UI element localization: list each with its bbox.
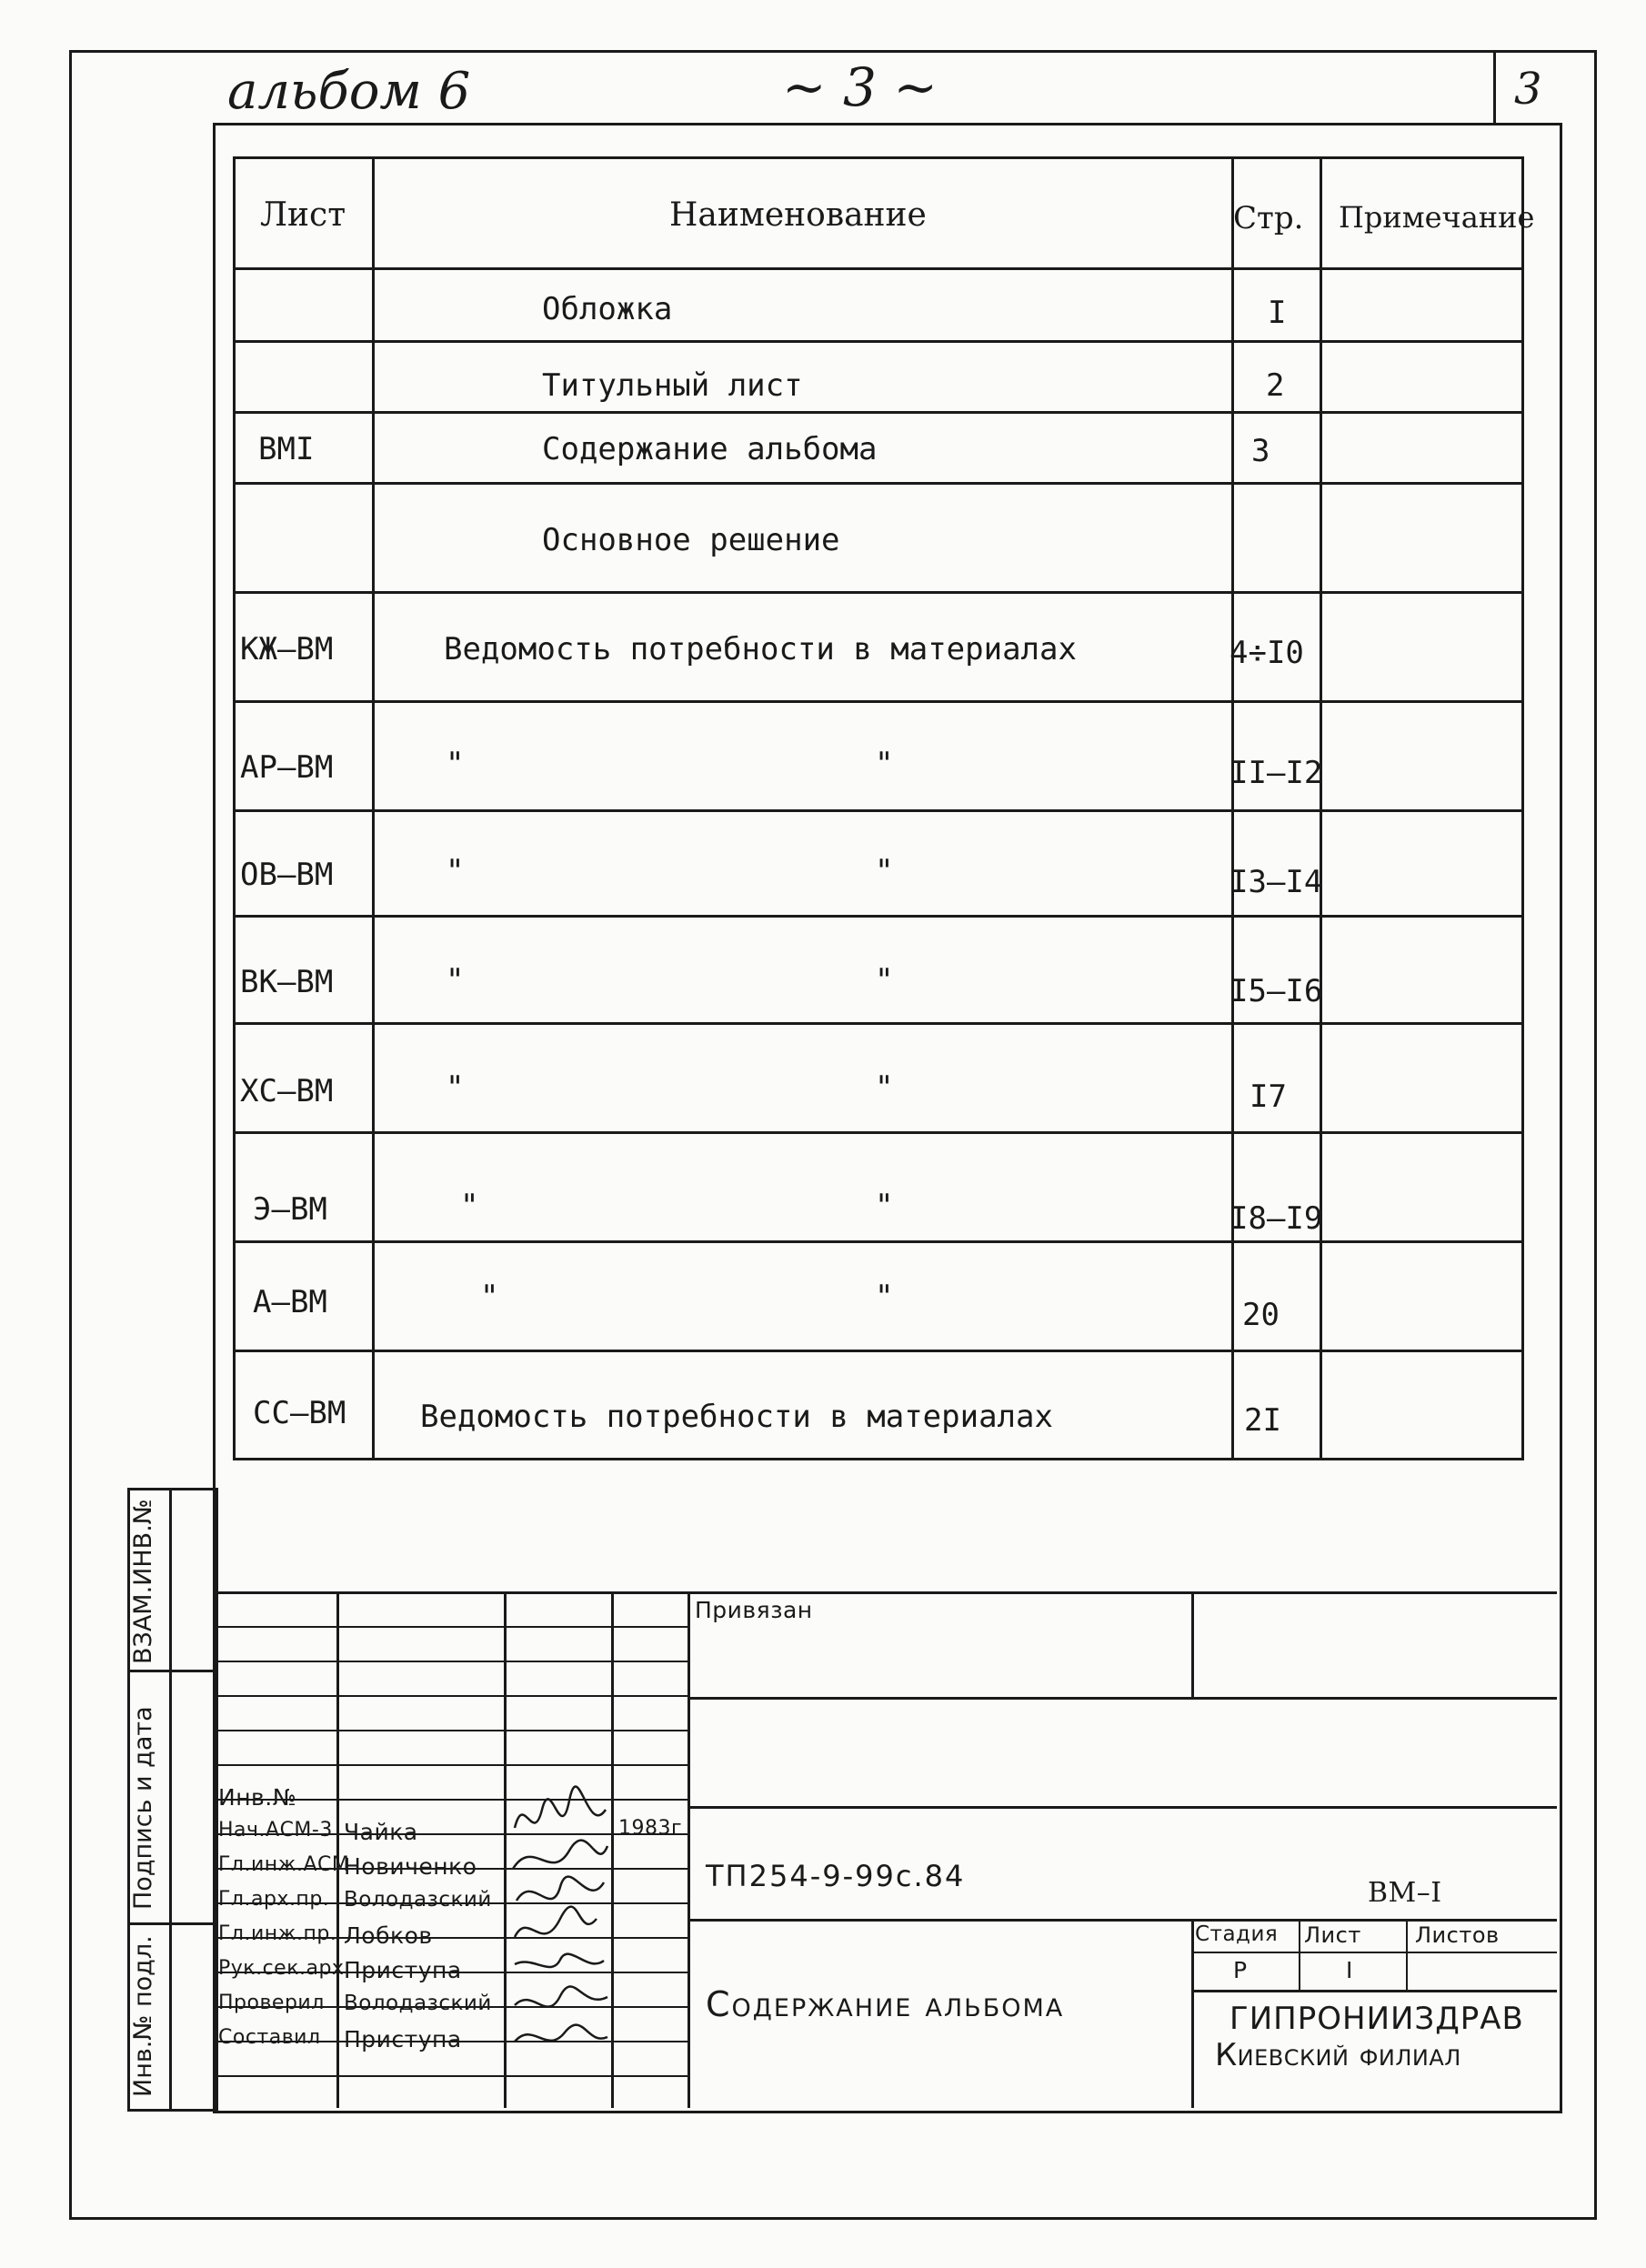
col-header-note: Примечание [1339,200,1535,235]
org-line2: Киевский филиал [1215,2037,1461,2073]
staff-role: Гл.инж.пр. [218,1922,337,1945]
replaced-inv-label: ВЗАМ.ИНВ.№ [129,1499,157,1664]
col-header-name: Наименование [669,196,927,234]
toc-row-name: Обложка [542,291,673,327]
toc-row-page: I7 [1250,1079,1287,1115]
staff-role: Проверил [218,1992,325,2014]
doc-title: Содержание альбома [706,1984,1065,2024]
toc-row-page: 2 [1266,367,1285,404]
sheets-label: Листов [1415,1922,1500,1948]
toc-row-sheet: АР–ВМ [240,749,334,786]
toc-row-name: Титульный лист [542,367,803,404]
stage-value: Р [1233,1957,1248,1983]
toc-row-page: I [1268,295,1287,331]
inv-no-label: Инв.№ [218,1784,297,1811]
ditto-mark: " [875,746,894,782]
year-label: 1983г [618,1817,683,1840]
ditto-mark: " [446,1069,465,1106]
ditto-mark: " [446,962,465,999]
ditto-mark: " [480,1279,499,1315]
toc-row-page: I3–I4 [1229,864,1323,900]
sheet-label: Лист [1304,1922,1361,1948]
page-mark: ~ 3 ~ [782,56,938,118]
staff-role: Нач.АСМ-3 [218,1819,333,1841]
staff-name: Приступа [344,1957,462,1983]
toc-row-page: 2I [1244,1402,1281,1439]
toc-row-page: I8–I9 [1229,1200,1323,1237]
staff-role: Составил [218,2026,321,2049]
staff-name: Володазский [344,1992,492,2015]
staff-name: Чайка [344,1819,418,1845]
corner-page-number: 3 [1514,64,1542,115]
toc-row-sheet: ВК–ВМ [240,964,334,1000]
staff-name: Лобков [344,1922,433,1949]
title-block-top-rule [213,1591,1557,1594]
signature-scribbles [506,1782,611,2073]
staff-role: Гл.инж.АСМ [218,1853,350,1876]
doc-code: ТП254-9-99с.84 [706,1859,966,1893]
sheet-code: ВМ–I [1368,1877,1442,1909]
ditto-mark: " [875,1069,894,1106]
ditto-mark: " [446,853,465,889]
ditto-mark: " [875,962,894,999]
stage-label: Стадия [1195,1922,1279,1946]
toc-row-name: Основное решение [542,522,840,558]
album-label: альбом 6 [227,62,471,121]
toc-grid [233,156,1535,1460]
ditto-mark: " [875,1279,894,1315]
corner-number-box [1493,50,1594,123]
toc-row-sheet: Э–ВМ [253,1191,327,1228]
col-header-sheet: Лист [260,196,346,234]
inv-orig-label: Инв.№ подл. [129,1935,157,2097]
toc-row-sheet: ВМI [258,431,315,467]
toc-row-page: 3 [1251,433,1270,469]
sign-date-label: Подпись и дата [129,1706,157,1910]
staff-role: Рук.сек.арх [218,1957,345,1980]
ditto-mark: " [460,1188,479,1224]
staff-role: Гл.арх.пр. [218,1888,330,1911]
ditto-mark: " [446,746,465,782]
sheet-value: I [1346,1957,1353,1983]
col-header-page: Стр. [1233,200,1304,236]
ditto-mark: " [875,1188,894,1224]
toc-row-name: Ведомость потребности в материалах [420,1399,1053,1435]
toc-row-sheet: КЖ–ВМ [240,631,334,667]
toc-row-page: 4÷I0 [1229,635,1304,671]
ditto-mark: " [875,853,894,889]
toc-row-page: 20 [1242,1297,1280,1333]
toc-row-page: I5–I6 [1229,973,1323,1009]
toc-row-sheet: А–ВМ [253,1284,327,1320]
toc-row-name: Содержание альбома [542,431,878,467]
toc-row-page: II–I2 [1229,755,1323,791]
toc-row-sheet: СС–ВМ [253,1395,346,1431]
linked-label: Привязан [695,1597,813,1623]
staff-name: Новиченко [344,1853,477,1880]
staff-name: Володазский [344,1888,492,1912]
staff-name: Приступа [344,2026,462,2052]
toc-row-name: Ведомость потребности в материалах [444,631,1077,667]
toc-row-sheet: ОВ–ВМ [240,857,334,893]
org-line1: ГИПРОНИИЗДРАВ [1229,2001,1524,2037]
toc-row-sheet: ХС–ВМ [240,1073,334,1109]
